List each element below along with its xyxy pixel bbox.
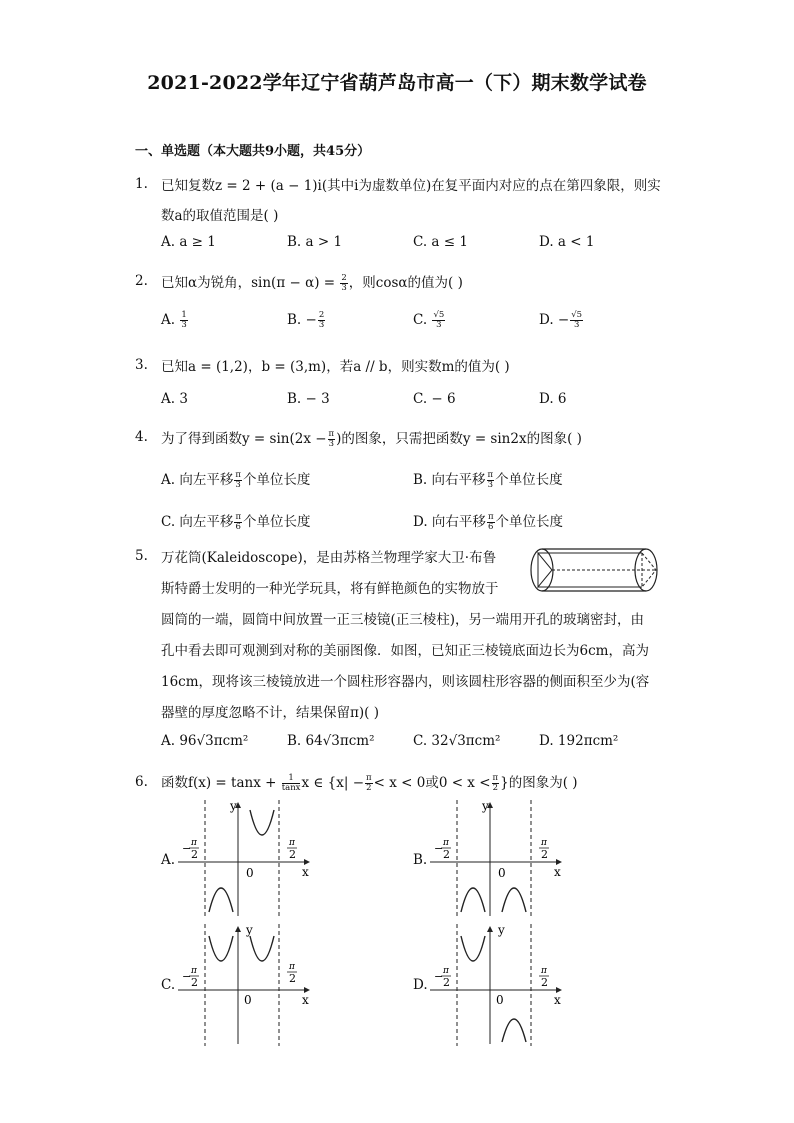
q4-stem: 为了得到函数y = sin(2x − $\frac{\pi}{3}$ )的图象，只需把函数y = sin2x的图象( ): [161, 429, 582, 449]
svg-text:π: π: [289, 838, 295, 848]
svg-text:2: 2: [191, 976, 198, 989]
svg-text:π: π: [443, 838, 449, 848]
q6-graph-d: [428, 924, 578, 1046]
svg-text:x: x: [302, 865, 309, 879]
svg-text:2: 2: [541, 848, 548, 861]
q5-line3: 圆筒的一端，圆筒中间放置一正三棱镜(正三棱柱)，另一端用开孔的玻璃密封，由: [161, 612, 645, 628]
q5-line6: 器壁的厚度忽略不计，结果保留π)( ): [161, 705, 379, 721]
svg-text:x: x: [302, 993, 309, 1007]
q3-stem: 已知a = (1,2)，b = (3,m)，若a // b，则实数m的值为( ): [161, 359, 510, 375]
q3-option-c: C. − 6: [413, 391, 456, 407]
svg-text:2: 2: [289, 972, 296, 985]
q5-number: 5.: [135, 548, 148, 564]
q4-option-d: D. 向右平移 $\frac{\pi}{6}$ 个单位长度: [413, 512, 564, 532]
q2-option-a: A. $\frac{1}{3}$: [161, 310, 187, 330]
q4-option-c: C. 向左平移 $\frac{\pi}{6}$ 个单位长度: [161, 512, 311, 532]
q6-graph-b: [428, 800, 578, 918]
svg-text:π: π: [289, 962, 295, 972]
q1-option-b: B. a > 1: [287, 234, 343, 250]
q2-stem: [161, 271, 463, 293]
q6-option-d-label: D.: [413, 977, 428, 993]
q6-option-a-label: A.: [161, 852, 176, 868]
q6-graph-c: [176, 924, 326, 1046]
svg-text:0: 0: [246, 866, 254, 880]
q2-option-b: B. − $\frac{2}{3}$: [287, 310, 325, 330]
svg-text:2: 2: [191, 848, 198, 861]
kaleidoscope-figure: [528, 544, 662, 596]
q5-line4: 孔中看去即可观测到对称的美丽图像．如图，已知正三棱镜底面边长为6cm，高为: [161, 643, 649, 659]
q2-number: 2.: [135, 273, 148, 289]
svg-text:0: 0: [496, 993, 504, 1007]
q5-option-a: A. 96√3πcm²: [161, 733, 249, 749]
q2-stem-pre: 已知α为锐角，sin(π − α) =: [161, 275, 340, 291]
q4-option-a: A. 向左平移 $\frac{\pi}{3}$ 个单位长度: [161, 470, 311, 490]
svg-text:y: y: [230, 800, 237, 813]
q3-option-a: A. 3: [161, 391, 188, 407]
svg-text:x: x: [554, 865, 561, 879]
q1-number: 1.: [135, 176, 148, 192]
q2-option-c: C. $\frac{√5}{3}$: [413, 310, 445, 330]
q3-option-b: B. − 3: [287, 391, 330, 407]
svg-text:−: −: [182, 842, 192, 855]
svg-text:−: −: [434, 970, 444, 983]
q5-line1: 万花筒(Kaleidoscope)，是由苏格兰物理学家大卫·布鲁: [161, 550, 497, 566]
svg-text:π: π: [541, 966, 547, 976]
svg-text:2: 2: [289, 848, 296, 861]
q3-number: 3.: [135, 357, 148, 373]
svg-text:π: π: [443, 966, 449, 976]
svg-text:0: 0: [244, 993, 252, 1007]
q5-line2: 斯特爵士发明的一种光学玩具，将有鲜艳颜色的实物放于: [161, 581, 499, 597]
svg-text:−: −: [182, 970, 192, 983]
q6-graph-a: [176, 800, 326, 918]
q1-option-c: C. a ≤ 1: [413, 234, 468, 250]
q6-option-b-label: B.: [413, 852, 428, 868]
svg-text:y: y: [246, 924, 253, 937]
svg-text:2: 2: [443, 848, 450, 861]
svg-text:π: π: [191, 838, 197, 848]
q4-number: 4.: [135, 429, 148, 445]
q1-option-a: A. a ≥ 1: [161, 234, 216, 250]
q5-option-b: B. 64√3πcm²: [287, 733, 375, 749]
svg-text:2: 2: [541, 976, 548, 989]
svg-text:−: −: [434, 842, 444, 855]
q2-fraction: $\frac{2}{3}$: [341, 273, 347, 293]
page-title: 2021-2022学年辽宁省葫芦岛市高一（下）期末数学试卷: [147, 72, 647, 94]
svg-text:y: y: [498, 924, 505, 937]
svg-text:2: 2: [443, 976, 450, 989]
q2-option-d: D. − $\frac{√5}{3}$: [539, 310, 583, 330]
q1-line1: 已知复数z = 2 + (a − 1)i(其中i为虚数单位)在复平面内对应的点在第四象限，则实: [161, 178, 661, 194]
svg-text:π: π: [541, 838, 547, 848]
q5-option-c: C. 32√3πcm²: [413, 733, 501, 749]
q6-stem: 函数f(x) = tanx + $\frac{1}{\tan x}$ x ∈ {x| − $\frac{\pi}{2}$ < x < 0或0 < x < $\frac{\pi}{2}$ }的图象为( ): [161, 773, 578, 793]
q5-line5: 16cm，现将该三棱镜放进一个圆柱形容器内，则该圆柱形容器的侧面积至少为(容: [161, 674, 650, 690]
svg-text:π: π: [191, 966, 197, 976]
q1-line2: 数a的取值范围是( ): [161, 208, 279, 224]
q2-stem-post: ，则cosα的值为( ): [348, 275, 463, 291]
q3-option-d: D. 6: [539, 391, 567, 407]
svg-text:y: y: [482, 800, 489, 813]
q6-option-c-label: C.: [161, 977, 176, 993]
svg-text:0: 0: [498, 866, 506, 880]
q5-option-d: D. 192πcm²: [539, 733, 619, 749]
q6-number: 6.: [135, 774, 148, 790]
svg-text:x: x: [554, 993, 561, 1007]
section-heading: 一、单选题（本大题共9小题，共45分）: [135, 144, 371, 159]
q1-option-d: D. a < 1: [539, 234, 595, 250]
q4-option-b: B. 向右平移 $\frac{\pi}{3}$ 个单位长度: [413, 470, 563, 490]
